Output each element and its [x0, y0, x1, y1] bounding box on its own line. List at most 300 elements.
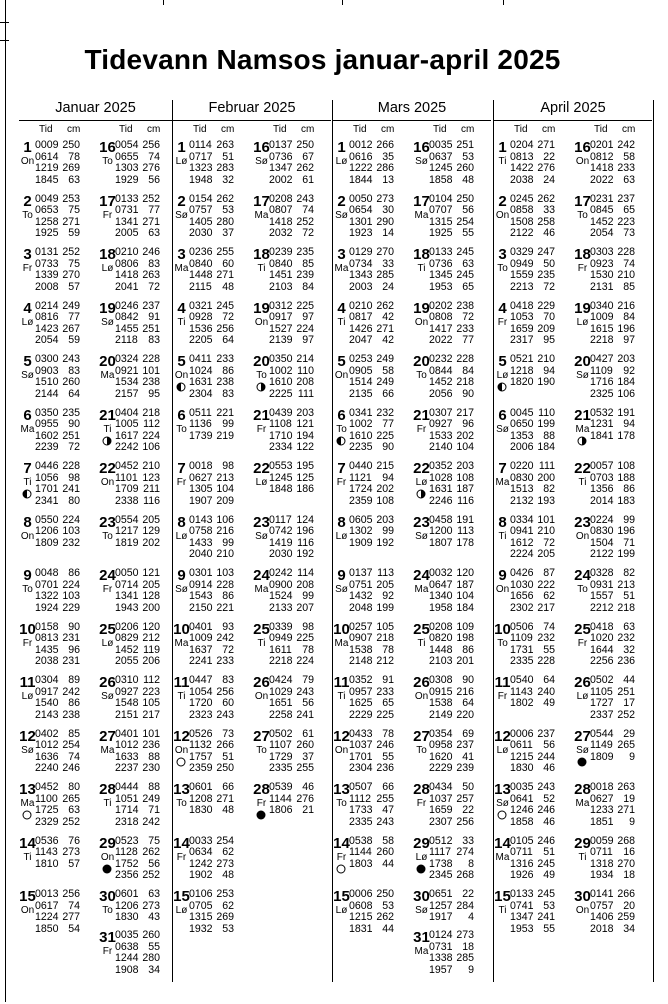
tide-time: 1923 [349, 227, 373, 240]
tide-height: 237 [617, 192, 635, 205]
tide-height: 125 [296, 471, 314, 484]
tide-height: 203 [376, 513, 394, 526]
day-number: 9 [23, 567, 32, 584]
weekday: Fr [336, 477, 347, 488]
day-number: 8 [337, 513, 346, 531]
tide-height: 97 [623, 334, 635, 347]
tide-list [590, 729, 635, 764]
weekday: To [256, 370, 267, 381]
tide-time: 1002 [349, 418, 373, 431]
left-margin-rule [5, 0, 6, 1002]
tide-row [115, 817, 160, 829]
tide-height: 99 [382, 525, 394, 538]
tide-row [349, 568, 394, 580]
tide-row [269, 633, 314, 645]
tide-row [35, 228, 80, 240]
tide-height: 260 [62, 376, 80, 389]
tide-height: 9 [629, 815, 635, 828]
tide-height: 229 [62, 601, 80, 614]
day-number: 27 [253, 727, 270, 745]
day-number: 1 [498, 139, 507, 156]
day-number: 28 [99, 781, 116, 798]
tide-height: 225 [376, 708, 394, 721]
weekday: Ma [100, 744, 115, 756]
tide-height: 276 [537, 162, 555, 175]
tide-row [590, 312, 635, 324]
tide-row [590, 817, 635, 829]
tide-list [590, 408, 635, 443]
tide-time: 0131 [35, 246, 59, 258]
tide-time: 1848 [269, 483, 293, 496]
weekday: Sø [175, 584, 188, 595]
tide-height: 120 [142, 620, 160, 633]
tide-time: 2022 [429, 334, 453, 347]
tide-row [590, 282, 635, 294]
tide-time: 0057 [590, 460, 614, 472]
tide-list [115, 782, 160, 828]
day-number: 7 [23, 460, 32, 477]
weekday: Fr [102, 209, 113, 221]
day-number: 20 [574, 353, 591, 370]
tide-time: 0411 [189, 353, 212, 365]
tide-row [35, 205, 80, 217]
tide-time: 1533 [429, 429, 453, 442]
tide-time: 2237 [115, 762, 139, 775]
tide-time: 1009 [189, 632, 213, 645]
tide-height: 276 [142, 162, 160, 175]
tide-height: 61 [302, 727, 314, 740]
tide-height: 273 [376, 192, 394, 205]
weekday: Fr [22, 263, 33, 274]
weekday: To [176, 798, 187, 809]
tide-height: 256 [456, 815, 474, 828]
tide-height: 236 [142, 739, 160, 752]
tide-time: 1316 [510, 857, 534, 870]
tide-time: 0758 [189, 525, 213, 538]
tide-height: 210 [537, 353, 555, 365]
tide-height: 199 [617, 548, 635, 561]
day-number: 10 [19, 620, 36, 638]
tide-time: 1559 [510, 269, 534, 282]
tide-height: 231 [62, 655, 80, 668]
tide-time: 0352 [349, 674, 373, 686]
tide-list [269, 622, 314, 668]
tide-list [510, 354, 555, 389]
tide-time: 0350 [35, 406, 59, 419]
tide-time: 2218 [269, 655, 293, 668]
tide-time: 0608 [349, 899, 373, 912]
tide-row [429, 710, 474, 722]
tide-height: 101 [537, 513, 555, 526]
tide-time: 2317 [510, 334, 534, 347]
tide-time: 0137 [349, 567, 373, 579]
tide-time: 2030 [269, 548, 293, 561]
tide-height: 249 [62, 299, 80, 312]
tide-row [429, 538, 474, 550]
day-number: 17 [413, 192, 430, 210]
tide-row [115, 175, 160, 187]
tide-time: 1851 [590, 815, 614, 828]
tide-row [189, 656, 234, 668]
tide-time: 0106 [189, 888, 213, 900]
tide-height: 206 [142, 655, 160, 668]
tide-row [429, 568, 474, 580]
tide-time: 1659 [510, 322, 534, 335]
tide-row [269, 335, 314, 347]
tide-list [429, 836, 474, 882]
day-number: 11 [333, 674, 350, 691]
tide-row [429, 740, 474, 752]
tide-time: 2133 [269, 601, 293, 614]
tide-height: 4 [468, 911, 474, 924]
tide-height: 99 [623, 513, 635, 526]
tide-row [590, 247, 635, 259]
tide-time: 0104 [429, 192, 453, 205]
tide-time: 1136 [189, 418, 212, 431]
tide-list [510, 675, 555, 710]
weekday: Fr [256, 798, 267, 809]
tide-row [269, 710, 314, 722]
tide-time: 1806 [269, 804, 293, 817]
tide-time: 0928 [189, 311, 213, 324]
tide-time: 1144 [269, 792, 292, 805]
tide-height: 74 [302, 204, 314, 217]
day-number: 11 [173, 674, 190, 691]
day-number: 14 [494, 834, 511, 852]
tide-height: 63 [148, 888, 160, 900]
tide-time: 1406 [590, 911, 614, 924]
tide-row [189, 354, 234, 366]
tide-list [349, 301, 394, 347]
day-number: 27 [574, 727, 591, 745]
weekday: To [336, 798, 347, 809]
tide-height: 78 [68, 150, 80, 163]
tide-list [115, 247, 160, 293]
tide-list [510, 515, 555, 561]
tide-list [510, 194, 555, 240]
tide-height: 113 [377, 567, 394, 579]
tide-height: 72 [462, 311, 474, 324]
tide-time: 1108 [269, 418, 292, 431]
tide-time: 2325 [590, 387, 614, 400]
tide-row [429, 847, 474, 859]
weekday: Sø [255, 530, 268, 542]
tide-row [590, 633, 635, 645]
tide-time: 2212 [590, 601, 614, 614]
tide-time: 1149 [590, 739, 613, 752]
tide-height: 46 [543, 815, 555, 828]
tide-time: 1245 [429, 162, 453, 175]
tide-row [510, 442, 555, 454]
tide-height: 256 [142, 139, 160, 151]
weekday: On [100, 477, 115, 488]
day-number: 24 [253, 567, 270, 584]
tide-row [349, 175, 394, 187]
day-entry [333, 889, 411, 963]
tide-row [115, 965, 160, 977]
tide-height: 199 [537, 418, 555, 431]
tide-time: 2118 [115, 334, 138, 347]
tide-height: 103 [62, 590, 80, 603]
tide-row [115, 312, 160, 324]
tide-height: 211 [143, 483, 160, 496]
weekday: To [102, 156, 113, 167]
tide-height: 112 [143, 418, 160, 431]
weekday: Lø [496, 744, 509, 756]
tide-list [35, 301, 80, 347]
tide-time: 1028 [429, 471, 453, 484]
tide-height: 256 [216, 322, 234, 335]
tide-row [269, 603, 314, 615]
weekday: Ti [103, 798, 112, 809]
tide-time: 2140 [429, 441, 453, 454]
tide-time: 0434 [429, 781, 453, 793]
tide-time: 1633 [115, 750, 139, 763]
tide-height: 37 [222, 227, 234, 240]
tide-height: 74 [68, 899, 80, 912]
tide-list [590, 194, 635, 240]
tide-height: 290 [376, 215, 394, 228]
tide-time: 1029 [269, 685, 293, 698]
tide-time: 0742 [269, 525, 293, 538]
tide-height: 277 [62, 911, 80, 924]
weekday: On [100, 851, 115, 863]
day-number: 2 [177, 192, 186, 210]
tide-height: 88 [148, 781, 160, 793]
tide-time: 2056 [429, 387, 453, 400]
day-entry [173, 889, 251, 963]
tide-height: 104 [216, 483, 234, 496]
tide-height: 252 [296, 215, 314, 228]
tide-height: 116 [297, 536, 314, 549]
tide-list [590, 301, 635, 347]
tide-time: 0352 [429, 460, 453, 472]
tide-row [115, 889, 160, 901]
tide-list [189, 568, 234, 614]
tide-time: 0117 [269, 513, 292, 526]
tide-height: 42 [382, 334, 394, 347]
tide-table [19, 98, 654, 982]
tide-row [115, 442, 160, 454]
weekday: Ti [177, 316, 186, 328]
month-header-rule [19, 120, 172, 121]
tide-list [189, 889, 234, 935]
tide-height: 56 [543, 739, 555, 752]
tide-list [349, 354, 394, 400]
tide-time: 0009 [35, 139, 59, 151]
tide-list [189, 194, 234, 240]
tide-height: 98 [302, 620, 314, 633]
tide-row [349, 656, 394, 668]
tide-row [590, 175, 635, 187]
tide-height: 62 [222, 846, 234, 859]
weekday: Ti [103, 423, 112, 435]
tide-time: 1844 [349, 173, 373, 186]
tide-row [115, 354, 160, 366]
day-number: 21 [253, 406, 270, 424]
tide-height: 22 [462, 804, 474, 817]
tide-list [269, 301, 314, 347]
tide-height: 110 [538, 406, 555, 419]
tide-row [349, 247, 394, 259]
tide-time: 0539 [269, 781, 293, 793]
tide-time: 1631 [189, 376, 213, 389]
tide-row [269, 656, 314, 668]
tide-time: 0907 [349, 632, 373, 645]
tide-time: 0903 [35, 364, 59, 377]
weekday: Sø [496, 423, 509, 435]
tide-time: 0032 [429, 567, 453, 579]
tide-time: 1727 [590, 697, 614, 710]
tide-time: 0544 [590, 727, 614, 740]
tide-time: 2359 [189, 762, 213, 775]
tide-time: 0550 [35, 513, 59, 526]
tide-height: 255 [296, 762, 314, 775]
tide-height: 249 [376, 353, 394, 365]
tide-time: 0050 [115, 567, 139, 579]
tide-time: 1536 [189, 322, 213, 335]
tide-time: 1105 [590, 685, 613, 698]
tide-row [429, 889, 474, 901]
tide-height: 20 [623, 899, 635, 912]
weekday: Ti [498, 905, 507, 916]
weekday: Lø [576, 316, 589, 328]
tide-height: 63 [148, 227, 160, 240]
tide-height: 255 [216, 246, 234, 258]
tide-height: 94 [382, 471, 394, 484]
day-number: 11 [494, 674, 511, 691]
tide-row [510, 205, 555, 217]
tide-height: 210 [537, 525, 555, 538]
tide-time: 1218 [510, 364, 534, 377]
tide-time: 0808 [429, 311, 453, 324]
tide-time: 0538 [349, 834, 373, 847]
month-column [333, 98, 491, 982]
tide-list [349, 675, 394, 721]
tide-height: 244 [537, 750, 555, 763]
weekday: Fr [577, 637, 588, 649]
tide-time: 1610 [269, 376, 293, 389]
tide-height: 122 [296, 441, 314, 454]
tide-row [115, 568, 160, 580]
tide-time: 1530 [590, 269, 614, 282]
weekday: On [334, 744, 349, 756]
tide-row [349, 847, 394, 859]
tide-height: 84 [302, 280, 314, 293]
tide-row [189, 633, 234, 645]
tide-time: 1219 [35, 162, 59, 175]
tide-list [35, 889, 80, 935]
tide-list [510, 782, 555, 828]
tide-height: 205 [537, 548, 555, 561]
weekday: Fr [102, 946, 113, 957]
tide-time: 0340 [590, 299, 614, 312]
tide-time: 0012 [349, 139, 373, 151]
month-header-rule [173, 120, 331, 121]
weekday: Ti [337, 316, 346, 328]
tide-time: 0605 [349, 513, 373, 526]
tide-height: 224 [296, 322, 314, 335]
month-title: Januar 2025 [55, 100, 136, 116]
day-number: 18 [413, 246, 430, 263]
tide-row [590, 526, 635, 538]
tide-row [189, 526, 234, 538]
tide-row [590, 740, 635, 752]
day-number: 13 [173, 781, 190, 798]
tide-height: 202 [376, 483, 394, 496]
tide-height: 89 [68, 674, 80, 686]
tide-time: 0418 [510, 299, 534, 312]
tide-list [590, 354, 635, 400]
tide-row [590, 549, 635, 561]
tide-time: 0339 [269, 620, 293, 633]
tide-time: 1909 [349, 536, 373, 549]
tide-row [349, 389, 394, 401]
tide-height: 217 [456, 406, 474, 419]
day-number: 29 [413, 834, 430, 852]
tide-row [510, 335, 555, 347]
tide-time: 1217 [115, 525, 139, 538]
tide-row [590, 752, 635, 764]
month-column [173, 98, 331, 982]
tide-row [590, 335, 635, 347]
tide-height: 256 [216, 685, 234, 698]
tide-height: 254 [62, 739, 80, 752]
tide-height: 216 [617, 299, 635, 312]
tide-time: 2131 [590, 280, 614, 293]
weekday: Sø [415, 905, 428, 916]
tide-height: 178 [617, 429, 635, 442]
tide-time: 0917 [35, 685, 59, 698]
tide-time: 0201 [590, 139, 614, 151]
day-number: 16 [99, 139, 116, 156]
cm-header: cm [461, 124, 475, 135]
tide-time: 2038 [35, 655, 59, 668]
tide-row [510, 526, 555, 538]
tide-row [269, 461, 314, 473]
tide-height: 63 [462, 257, 474, 270]
first-moon-icon [336, 436, 346, 446]
tide-time: 2040 [189, 548, 213, 561]
tide-height: 96 [68, 643, 80, 656]
tide-time: 1144 [349, 846, 372, 859]
tide-height: 51 [543, 846, 555, 859]
tide-height: 58 [623, 150, 635, 163]
tide-time: 2307 [429, 815, 453, 828]
tide-height: 67 [302, 150, 314, 163]
day-number: 15 [173, 888, 190, 905]
tide-time: 1625 [349, 697, 373, 710]
tide-height: 265 [617, 739, 635, 752]
tide-list [115, 836, 160, 882]
tide-time: 0154 [189, 192, 213, 205]
tide-height: 208 [296, 376, 314, 389]
tide-row [510, 228, 555, 240]
tide-time: 0239 [269, 246, 293, 258]
tide-height: 84 [623, 311, 635, 324]
tide-time: 1246 [510, 804, 534, 817]
tide-time: 1802 [510, 697, 534, 710]
tide-height: 90 [382, 441, 394, 454]
tide-height: 276 [296, 792, 314, 805]
tide-row [510, 656, 555, 668]
tide-time: 0054 [115, 139, 139, 151]
month-column [494, 98, 652, 982]
tide-time: 1820 [510, 376, 534, 389]
tide-height: 50 [543, 257, 555, 270]
tide-row [429, 335, 474, 347]
tide-time: 0554 [115, 513, 139, 526]
